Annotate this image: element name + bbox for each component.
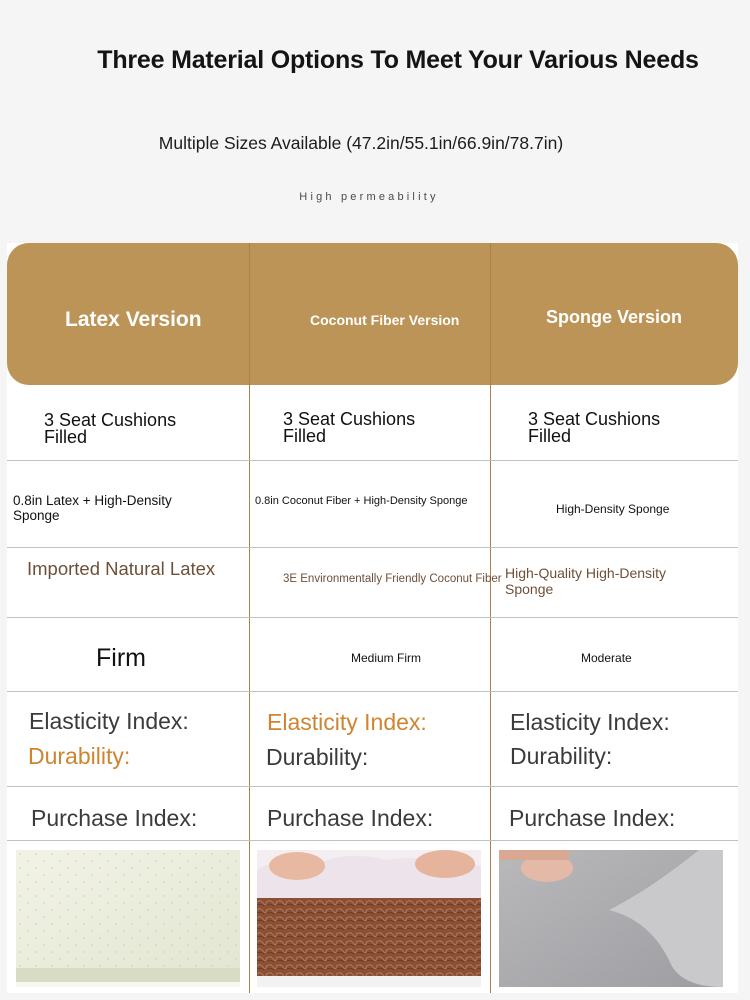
sponge-material: High-Quality High-Density Sponge [505,565,667,598]
coconut-filling: 0.8in Coconut Fiber + High-Density Sponge [255,495,468,507]
column-header-coconut: Coconut Fiber Version [310,312,460,328]
column-divider [249,243,250,993]
comparison-table [7,243,738,993]
coconut-material-photo [257,850,481,987]
coconut-cushions: 3 Seat Cushions Filled [283,409,416,447]
latex-material: Imported Natural Latex [27,558,216,579]
row-divider [7,691,738,692]
latex-elasticity-label: Elasticity Index: [29,708,189,734]
column-divider [490,243,491,993]
latex-cushions: 3 Seat Cushions Filled [44,410,177,448]
sizes-subtitle: Multiple Sizes Available (47.2in/55.1in/66.9in/78.7in) [158,133,564,153]
sponge-filling: High-Density Sponge [556,502,670,516]
coconut-firmness: Medium Firm [351,651,422,665]
latex-durability-label: Durability: [28,743,131,769]
sponge-cushions: 3 Seat Cushions Filled [528,409,661,447]
coconut-elasticity-label: Elasticity Index: [267,709,427,735]
sponge-durability-label: Durability: [510,743,613,769]
column-header-latex: Latex Version [65,308,202,331]
page-title: Three Material Options To Meet Your Various Needs [97,46,699,74]
sponge-elasticity-label: Elasticity Index: [510,709,670,735]
sponge-purchase-label: Purchase Index: [509,805,676,831]
coconut-durability-label: Durability: [266,744,369,770]
sponge-material-photo [499,850,723,987]
row-divider [7,617,738,618]
latex-purchase-label: Purchase Index: [31,805,198,831]
latex-firmness: Firm [96,644,146,672]
row-divider [7,840,738,841]
coconut-purchase-label: Purchase Index: [267,805,434,831]
latex-filling: 0.8in Latex + High-Density Sponge [13,493,172,523]
coconut-material: 3E Environmentally Friendly Coconut Fiber [283,573,502,585]
tagline: High permeability [299,191,439,203]
latex-material-photo [16,850,240,987]
sponge-firmness: Moderate [581,651,632,665]
row-divider [7,786,738,787]
row-divider [7,547,738,548]
row-divider [7,460,738,461]
column-header-sponge: Sponge Version [546,307,683,327]
